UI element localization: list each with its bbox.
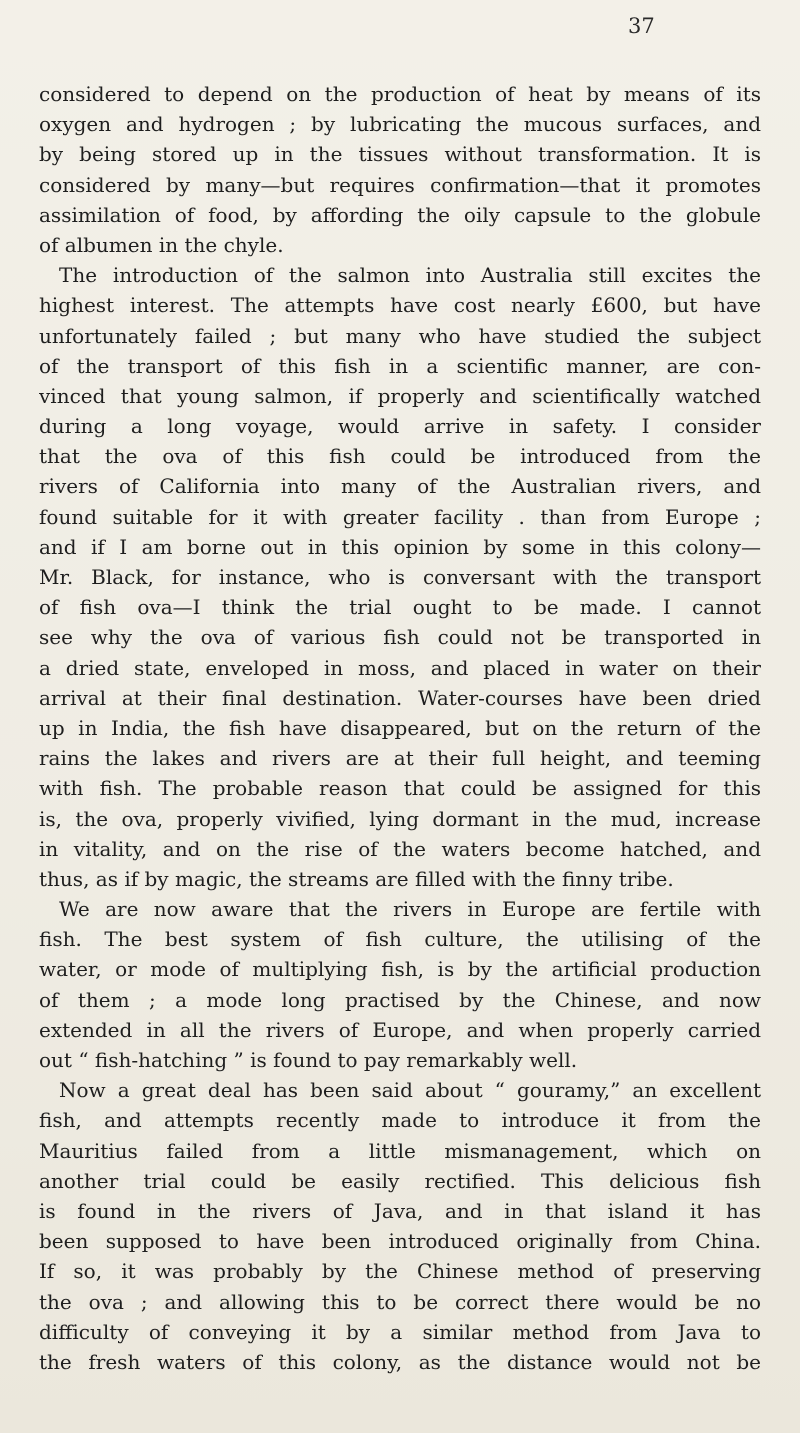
- text-line: that the ova of this fish could be introduced from the: [39, 444, 761, 469]
- text-line: oxygen and hydrogen ; by lubricating the mucous surfaces, and: [39, 112, 761, 137]
- text-line: is found in the rivers of Java, and in that island it has: [39, 1198, 761, 1223]
- text-line: found suitable for it with greater facility . than from Europe ;: [39, 504, 761, 529]
- text-line: fish. The best system of fish culture, the utilising of the: [39, 927, 761, 952]
- text-line: with fish. The probable reason that could be assigned for this: [39, 776, 761, 801]
- page-number: 37: [628, 14, 655, 38]
- text-line: is, the ova, properly vivified, lying dormant in the mud, increase: [39, 806, 761, 831]
- body-text: [39, 79, 761, 1377]
- text-line: Mr. Black, for instance, who is conversant with the transport: [39, 565, 761, 589]
- text-line: up in India, the fish have disappeared, but on the return of the: [39, 715, 761, 740]
- text-line: extended in all the rivers of Europe, and when properly carried: [39, 1017, 761, 1042]
- text-line: of fish ova—I think the trial ought to be made. I cannot: [39, 595, 761, 620]
- text-line: fish, and attempts recently made to introduce it from the: [39, 1108, 761, 1133]
- text-line: been supposed to have been introduced originally from China.: [39, 1229, 761, 1254]
- text-line: Mauritius failed from a little mismanagement, which on: [39, 1138, 761, 1163]
- text-line: Now a great deal has been said about “ gouramy,” an excellent: [59, 1078, 761, 1103]
- text-line: considered to depend on the production of heat by means of its: [39, 82, 761, 106]
- text-line: If so, it was probably by the Chinese method of preserving: [39, 1259, 761, 1284]
- text-line: assimilation of food, by affording the oily capsule to the globule: [39, 202, 761, 227]
- text-line: The introduction of the salmon into Australia still excites the: [59, 263, 761, 288]
- text-line: thus, as if by magic, the streams are filled with the finny tribe.: [39, 866, 674, 891]
- text-line: We are now aware that the rivers in Europe are fertile with: [59, 897, 761, 922]
- text-line: rivers of California into many of the Australian rivers, and: [39, 474, 761, 499]
- text-line: of them ; a mode long practised by the Chinese, and now: [39, 987, 761, 1012]
- text-line: another trial could be easily rectified. This delicious fish: [39, 1168, 761, 1193]
- text-line: water, or mode of multiplying fish, is by the artificial production: [39, 957, 761, 982]
- text-line: out “ fish-hatching ” is found to pay remarkably well.: [39, 1048, 578, 1072]
- text-line: by being stored up in the tissues without transformation. It is: [39, 142, 761, 167]
- text-line: of albumen in the chyle.: [39, 232, 284, 257]
- text-line: the ova ; and allowing this to be correct there would be no: [39, 1289, 761, 1314]
- text-line: arrival at their final destination. Water-courses have been dried: [39, 685, 761, 710]
- text-line: see why the ova of various fish could not be transported in: [39, 625, 761, 650]
- text-line: highest interest. The attempts have cost nearly £600, but have: [39, 293, 761, 318]
- text-line: rains the lakes and rivers are at their full height, and teeming: [39, 746, 761, 771]
- text-line: a dried state, enveloped in moss, and placed in water on their: [39, 655, 761, 680]
- text-line: during a long voyage, would arrive in safety. I consider: [39, 414, 761, 439]
- text-line: the fresh waters of this colony, as the distance would not be: [39, 1349, 761, 1374]
- text-line: and if I am borne out in this opinion by some in this colony—: [39, 534, 761, 559]
- text-line: of the transport of this fish in a scientific manner, are con-: [39, 353, 761, 378]
- text-line: unfortunately failed ; but many who have studied the subject: [39, 323, 761, 348]
- text-line: vinced that young salmon, if properly and scientifically watched: [39, 383, 761, 408]
- text-line: considered by many—but requires confirmation—that it promotes: [39, 172, 761, 197]
- text-line: in vitality, and on the rise of the waters become hatched, and: [39, 836, 761, 861]
- text-line: difficulty of conveying it by a similar method from Java to: [39, 1319, 761, 1344]
